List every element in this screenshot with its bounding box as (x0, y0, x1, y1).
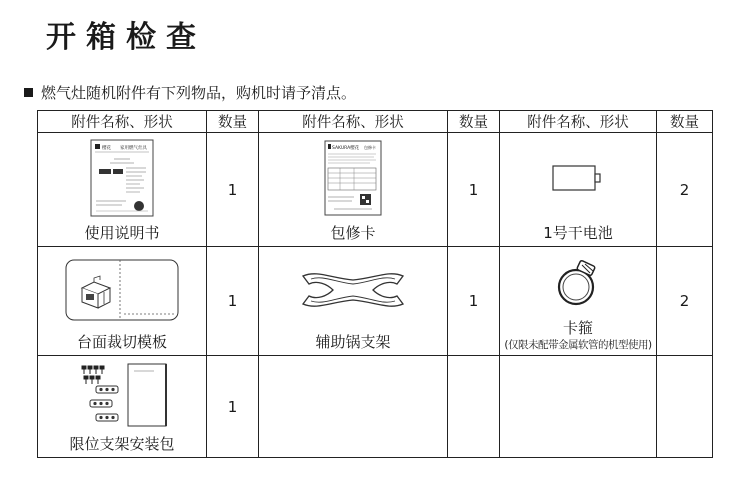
manual-booklet-icon (90, 139, 154, 217)
warranty-title-text: 包修卡 (364, 145, 376, 150)
item-cell-manual (38, 133, 207, 247)
item-name: 使用说明书 (84, 224, 160, 242)
item-name: 1号干电池 (543, 224, 613, 242)
item-cell-warranty (259, 133, 448, 247)
header-cell: 数量 (448, 111, 500, 133)
intro-line (24, 83, 356, 103)
accessory-table (37, 110, 713, 458)
item-name: 卡箍 (562, 319, 593, 337)
item-cell-hose-clamp (500, 247, 657, 356)
manual-title-text: 家用燃气灶具 (120, 146, 147, 151)
item-quantity: 2 (657, 133, 713, 247)
item-note: (仅限未配带金属软管的机型使用) (504, 339, 652, 351)
cutting-template-icon (64, 258, 180, 322)
empty-cell (259, 356, 448, 458)
empty-cell (657, 356, 713, 458)
intro-text: 燃气灶随机附件有下列物品，购机时请予清点。 (41, 84, 357, 102)
bullet-icon (24, 88, 33, 97)
item-name: 包修卡 (330, 224, 376, 242)
item-cell-pot-support (259, 247, 448, 356)
item-quantity: 1 (448, 133, 500, 247)
item-quantity: 2 (657, 247, 713, 356)
table-row (38, 356, 713, 458)
item-quantity: 1 (448, 247, 500, 356)
item-quantity: 1 (207, 247, 259, 356)
page-title: 开箱检查 (46, 20, 206, 55)
item-quantity: 1 (207, 133, 259, 247)
item-name: 限位支架安装包 (69, 435, 175, 453)
header-cell: 数量 (207, 111, 259, 133)
item-cell-bracket-kit (38, 356, 207, 458)
header-cell: 附件名称、形状 (259, 111, 448, 133)
item-cell-battery (500, 133, 657, 247)
table-row (38, 247, 713, 356)
header-cell: 附件名称、形状 (500, 111, 657, 133)
item-name: 台面裁切模板 (76, 333, 167, 351)
empty-cell (500, 356, 657, 458)
table-header-row (38, 111, 713, 133)
item-cell-template (38, 247, 207, 356)
warranty-card-icon (324, 140, 382, 216)
manual-brand-text: 樱花 (102, 146, 111, 151)
item-name: 辅助锅支架 (315, 333, 391, 351)
bracket-kit-icon (72, 362, 172, 428)
pot-support-icon (297, 262, 409, 318)
battery-icon (551, 163, 605, 193)
item-quantity: 1 (207, 356, 259, 458)
hose-clamp-icon (554, 257, 602, 309)
header-cell: 数量 (657, 111, 713, 133)
header-cell: 附件名称、形状 (38, 111, 207, 133)
table-row (38, 133, 713, 247)
empty-cell (448, 356, 500, 458)
warranty-brand-text: SAKURA樱花 (332, 146, 360, 151)
